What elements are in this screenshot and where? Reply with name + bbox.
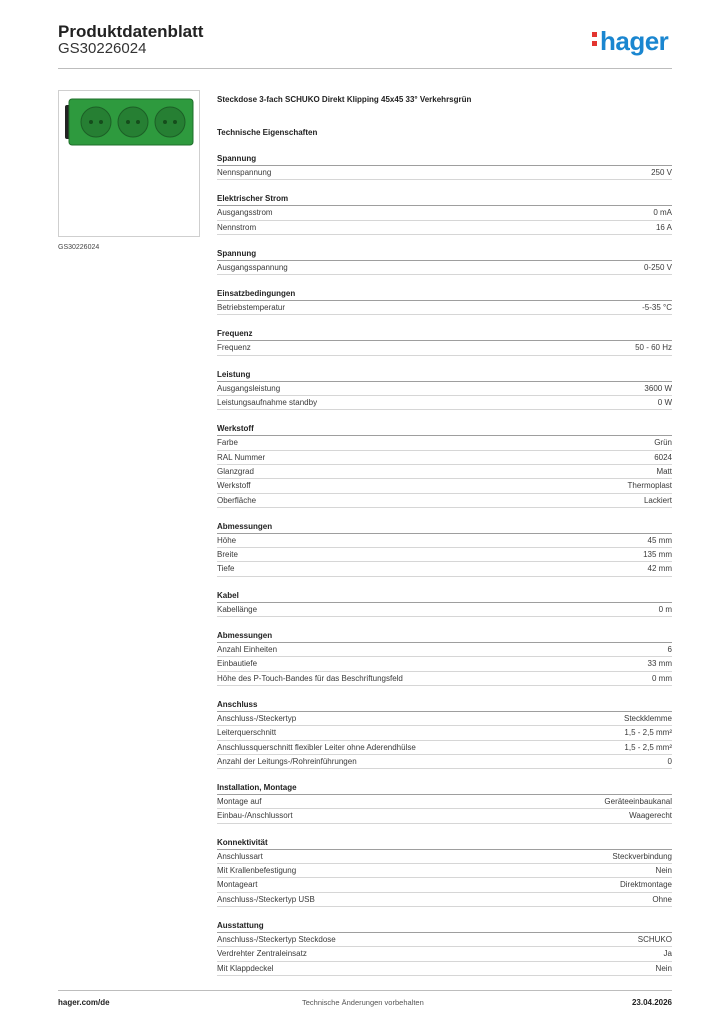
spec-section — [217, 837, 672, 907]
spec-sections — [217, 153, 672, 976]
spec-row — [217, 548, 672, 562]
spec-section — [217, 328, 672, 355]
spec-label: RAL Nummer — [217, 452, 266, 462]
spec-row — [217, 795, 672, 809]
spec-row — [217, 221, 672, 235]
spec-label: Werkstoff — [217, 481, 251, 491]
spec-value: Geräteeinbaukanal — [604, 797, 672, 807]
spec-row — [217, 726, 672, 740]
spec-value: 1,5 - 2,5 mm² — [624, 742, 672, 752]
spec-value: Waagerecht — [629, 811, 672, 821]
spec-section — [217, 369, 672, 411]
spec-row — [217, 341, 672, 355]
spec-row — [217, 206, 672, 220]
spec-value: 6024 — [654, 452, 672, 462]
spec-label: Betriebstemperatur — [217, 303, 286, 313]
footer-divider — [58, 990, 672, 991]
footer-notice: Technische Änderungen vorbehalten — [302, 998, 424, 1007]
document-number: GS30226024 — [58, 40, 147, 57]
spec-value: 135 mm — [643, 550, 672, 560]
spec-label: Nennstrom — [217, 222, 257, 232]
spec-row — [217, 166, 672, 180]
spec-row — [217, 809, 672, 823]
spec-row — [217, 494, 672, 508]
product-image — [58, 90, 200, 237]
spec-row — [217, 465, 672, 479]
section-title: Anschluss — [217, 699, 672, 712]
spec-row — [217, 672, 672, 686]
spec-row — [217, 396, 672, 410]
socket-illustration — [59, 91, 199, 236]
spec-row — [217, 893, 672, 907]
spec-row — [217, 534, 672, 548]
spec-section — [217, 288, 672, 315]
spec-row — [217, 864, 672, 878]
section-title: Abmessungen — [217, 521, 672, 534]
spec-row — [217, 451, 672, 465]
spec-row — [217, 741, 672, 755]
spec-value: 0 W — [657, 398, 672, 408]
spec-value: 0 mA — [653, 208, 672, 218]
spec-row — [217, 850, 672, 864]
spec-value: 250 V — [651, 168, 672, 177]
spec-row — [217, 479, 672, 493]
spec-label: Montage auf — [217, 797, 262, 807]
section-title: Leistung — [217, 369, 672, 382]
spec-value: Ja — [663, 949, 672, 959]
spec-value: 0 m — [658, 604, 672, 614]
spec-label: Glanzgrad — [217, 466, 254, 476]
spec-label: Mit Krallenbefestigung — [217, 866, 297, 876]
spec-label: Anschlussquerschnitt flexibler Leiter ohne Aderendhülse — [217, 742, 416, 752]
spec-value: 0-250 V — [643, 262, 672, 272]
hager-logo — [592, 26, 668, 56]
spec-section — [217, 521, 672, 577]
spec-label: Ausgangsspannung — [217, 262, 288, 272]
section-title: Kabel — [217, 590, 672, 603]
section-title: Elektrischer Strom — [217, 193, 672, 206]
footer-date: 23.04.2026 — [631, 998, 672, 1007]
spec-section — [217, 920, 672, 976]
spec-row — [217, 947, 672, 961]
footer-website[interactable]: hager.com/de — [58, 998, 110, 1007]
spec-label: Breite — [217, 550, 238, 560]
logo-text: hager — [600, 26, 669, 56]
section-title: Einsatzbedingungen — [217, 288, 672, 301]
spec-value: Thermoplast — [627, 481, 672, 491]
spec-row — [217, 712, 672, 726]
spec-row — [217, 755, 672, 769]
spec-section — [217, 630, 672, 686]
spec-label: Verdrehter Zentraleinsatz — [217, 949, 307, 959]
section-title: Konnektivität — [217, 837, 672, 850]
spec-label: Ausgangsleistung — [217, 383, 281, 393]
section-title: Spannung — [217, 248, 672, 261]
header-divider — [58, 68, 672, 69]
spec-label: Kabellänge — [217, 604, 258, 614]
spec-value: Grün — [654, 438, 672, 448]
spec-label: Farbe — [217, 438, 238, 448]
spec-label: Leiterquerschnitt — [217, 728, 277, 738]
section-title: Spannung — [217, 153, 672, 166]
spec-section — [217, 699, 672, 769]
spec-label: Tiefe — [217, 564, 235, 574]
spec-label: Anschluss-/Steckertyp USB — [217, 894, 315, 904]
spec-value: Nein — [655, 963, 672, 973]
section-title: Ausstattung — [217, 920, 672, 933]
section-title: Werkstoff — [217, 423, 672, 436]
spec-table — [217, 93, 672, 976]
spec-row — [217, 643, 672, 657]
spec-label: Nennspannung — [217, 168, 272, 177]
spec-value: 1,5 - 2,5 mm² — [624, 728, 672, 738]
page-title: Produktdatenblatt — [58, 22, 204, 41]
spec-label: Anzahl Einheiten — [217, 645, 278, 655]
logo-dots-icon — [592, 26, 598, 46]
spec-label: Mit Klappdeckel — [217, 963, 274, 973]
spec-value: Steckverbindung — [612, 851, 672, 861]
spec-value: SCHUKO — [637, 934, 672, 944]
spec-section — [217, 423, 672, 507]
spec-label: Oberfläche — [217, 495, 257, 505]
spec-label: Einbautiefe — [217, 659, 258, 669]
spec-value: 0 — [667, 756, 672, 766]
spec-label: Montageart — [217, 880, 258, 890]
spec-value: Lackiert — [643, 495, 672, 505]
spec-label: Anschluss-/Steckertyp Steckdose — [217, 934, 336, 944]
spec-row — [217, 657, 672, 671]
spec-section — [217, 590, 672, 617]
spec-value: 50 - 60 Hz — [635, 343, 672, 353]
section-title: Frequenz — [217, 328, 672, 341]
spec-value: Steckklemme — [623, 713, 672, 723]
section-title: Installation, Montage — [217, 782, 672, 795]
spec-value: 6 — [667, 645, 672, 655]
spec-value: 16 A — [655, 222, 672, 232]
spec-subtitle: Technische Eigenschaften — [217, 128, 318, 137]
spec-value: Matt — [656, 466, 672, 476]
spec-section — [217, 153, 672, 180]
spec-label: Einbau-/Anschlussort — [217, 811, 293, 821]
spec-row — [217, 878, 672, 892]
product-name: Steckdose 3-fach SCHUKO Direkt Klipping 45x45 33° Verkehrsgrün — [217, 95, 472, 104]
spec-value: Direktmontage — [619, 880, 672, 890]
spec-label: Frequenz — [217, 343, 251, 353]
spec-label: Höhe — [217, 535, 237, 545]
spec-row — [217, 301, 672, 315]
spec-row — [217, 382, 672, 396]
spec-row — [217, 933, 672, 947]
spec-value: -5-35 °C — [642, 303, 672, 313]
spec-row — [217, 962, 672, 976]
spec-label: Anschlussart — [217, 851, 263, 861]
spec-label: Anzahl der Leitungs-/Rohreinführungen — [217, 756, 357, 766]
spec-label: Höhe des P-Touch-Bandes für das Beschriftungsfeld — [217, 673, 403, 683]
spec-row — [217, 261, 672, 275]
spec-value: Ohne — [652, 894, 672, 904]
spec-value: Nein — [655, 866, 672, 876]
section-title: Abmessungen — [217, 630, 672, 643]
spec-label: Leistungsaufnahme standby — [217, 398, 318, 408]
image-caption: GS30226024 — [58, 244, 100, 251]
spec-value: 3600 W — [644, 383, 672, 393]
spec-value: 42 mm — [647, 564, 672, 574]
spec-section — [217, 782, 672, 824]
spec-section — [217, 193, 672, 235]
spec-value: 0 mm — [652, 673, 672, 683]
spec-label: Anschluss-/Steckertyp — [217, 713, 297, 723]
spec-row — [217, 436, 672, 450]
spec-row — [217, 603, 672, 617]
spec-row — [217, 562, 672, 576]
spec-section — [217, 248, 672, 275]
spec-value: 33 mm — [647, 659, 672, 669]
spec-value: 45 mm — [647, 535, 672, 545]
spec-label: Ausgangsstrom — [217, 208, 273, 218]
